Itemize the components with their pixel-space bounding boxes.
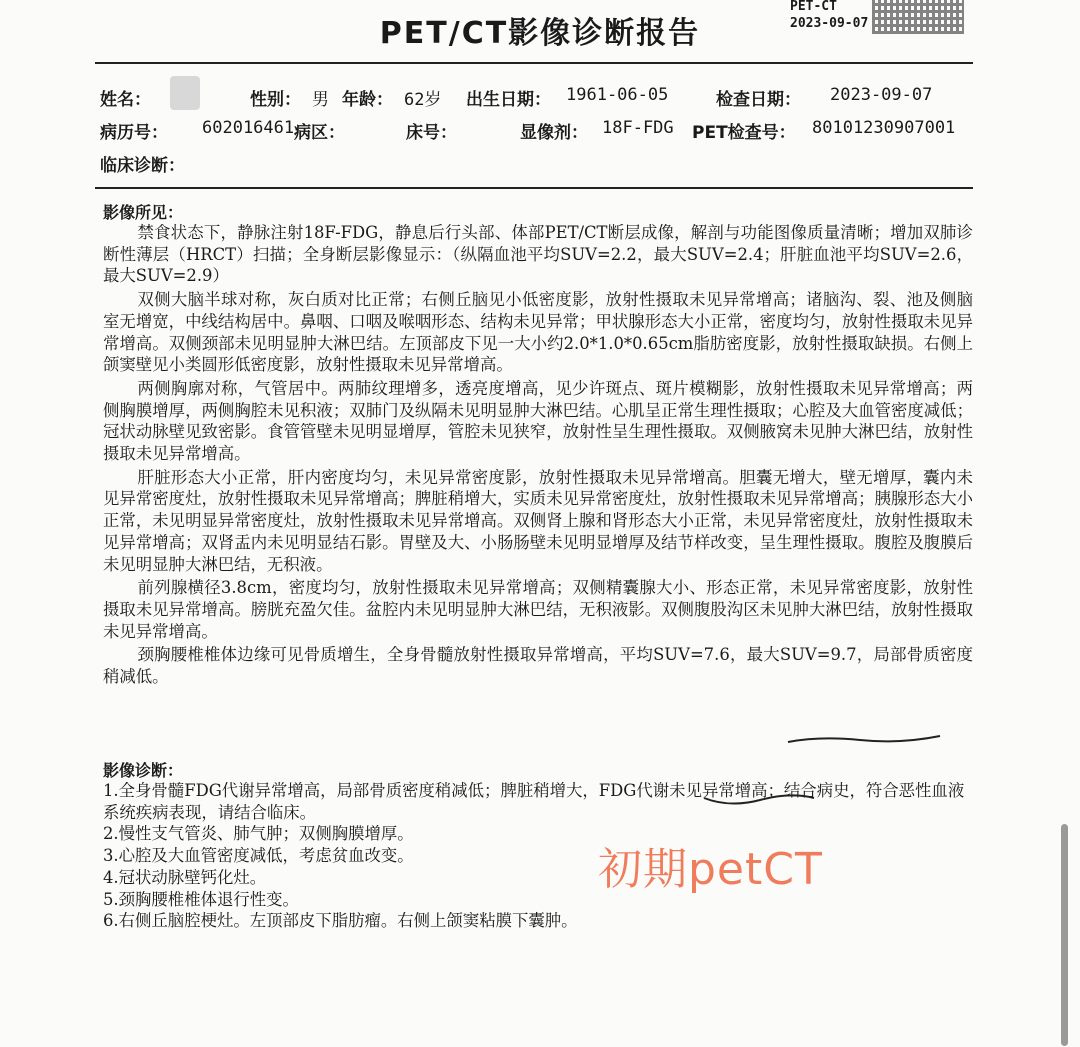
corner-date: 2023-09-07 — [790, 16, 869, 31]
record-value: 602016461 — [202, 118, 295, 138]
diagnosis-item: 3.心腔及大血管密度减低，考虑贫血改变。 — [103, 846, 414, 866]
ward-label: 病区： — [294, 123, 345, 143]
findings-paragraph: 禁食状态下，静脉注射18F-FDG，静息后行头部、体部PET/CT断层成像，解剖与功能图像质量清晰；增加双肺诊断性薄层（HRCT）扫描；全身断层影像显示：（纵隔血池平均SUV=2.2，最大SUV=2.4；肝脏血池平均SUV=2.6，最大SUV=2.9） — [103, 223, 973, 286]
diagnosis-item: 5.颈胸腰椎椎体退行性变。 — [103, 889, 299, 909]
divider-bottom — [95, 187, 973, 189]
pen-underline-mark — [700, 790, 820, 810]
exam-date-value: 2023-09-07 — [830, 85, 933, 105]
pet-number-label: PET检查号： — [692, 123, 796, 143]
findings-body — [103, 222, 973, 688]
age-label: 年龄： — [342, 90, 393, 110]
agent-label: 显像剂： — [520, 123, 588, 143]
diagnosis-item: 2.慢性支气管炎、肺气肿；双侧胸膜增厚。 — [103, 824, 414, 844]
report-title: PET/CT影像诊断报告 — [379, 16, 701, 51]
findings-paragraph: 肝脏形态大小正常，肝内密度均匀，未见异常密度影，放射性摄取未见异常增高。胆囊无增大，壁无增厚，囊内未见异常密度灶，放射性摄取未见异常增高；脾脏稍增大，实质未见异常密度灶，放射性摄取未见异常增高；胰腺形态大小正常，未见明显异常密度灶，放射性摄取未见异常增高。双侧肾上腺和肾形态大小正常，未见异常密度灶，放射性摄取未见异常增高；双肾盂内未见明显结石影。胃壁及大、小肠肠壁未见明显增厚及结节样改变，呈生理性摄取。腹腔及腹膜后未见明显肿大淋巴结，无积液。 — [103, 467, 973, 574]
gender-label: 性别： — [250, 90, 301, 110]
age-value: 62岁 — [404, 90, 442, 110]
divider-top — [95, 62, 973, 64]
diagnosis-item: 4.冠状动脉壁钙化灶。 — [103, 867, 267, 887]
diagnosis-item: 6.右侧丘脑腔梗灶。左顶部皮下脂肪瘤。右侧上颌窦粘膜下囊肿。 — [103, 911, 578, 931]
scrollbar-thumb[interactable] — [1061, 824, 1068, 1046]
findings-paragraph: 两侧胸廓对称，气管居中。两肺纹理增多，透亮度增高，见少许斑点、斑片模糊影，放射性摄取未见异常增高；两侧胸膜增厚，两侧胸腔未见积液；双肺门及纵隔未见明显肿大淋巴结。心肌呈正常生理性摄取；心腔及大血管密度减低；冠状动脉壁见致密影。食管管壁未见明显增厚，管腔未见狭窄，放射性呈生理性摄取。双侧腋窝未见肿大淋巴结，放射性摄取未见异常增高。 — [103, 378, 973, 464]
agent-value: 18F-FDG — [602, 118, 674, 138]
findings-heading: 影像所见： — [103, 203, 184, 222]
bed-label: 床号： — [406, 123, 457, 143]
diagnosis-heading: 影像诊断： — [103, 761, 184, 780]
name-label: 姓名： — [100, 90, 151, 110]
redacted-name — [170, 76, 200, 110]
birth-label: 出生日期： — [466, 90, 551, 110]
record-label: 病历号： — [100, 123, 168, 143]
exam-date-label: 检查日期： — [716, 90, 801, 110]
corner-label: PET-CT — [790, 0, 837, 14]
clinical-diagnosis-label: 临床诊断： — [100, 156, 185, 176]
pen-underline-mark — [780, 730, 950, 750]
gender-value: 男 — [312, 90, 329, 110]
birth-value: 1961-06-05 — [566, 85, 669, 105]
diagnosis-list — [103, 780, 973, 932]
diagnosis-item: 1.全身骨髓FDG代谢异常增高，局部骨质密度稍减低；脾脏稍增大，FDG代谢未见异常增高；结合病史，符合恶性血液系统疾病表现，请结合临床。 — [103, 781, 965, 822]
findings-paragraph: 前列腺横径3.8cm，密度均匀，放射性摄取未见异常增高；双侧精囊腺大小、形态正常，未见异常密度影，放射性摄取未见异常增高。膀胱充盈欠佳。盆腔内未见明显肿大淋巴结，无积液影。双侧腹股沟区未见肿大淋巴结，放射性摄取未见异常增高。 — [103, 578, 973, 641]
pet-number-value: 80101230907001 — [812, 118, 956, 138]
findings-paragraph: 颈胸腰椎椎体边缘可见骨质增生，全身骨髓放射性摄取异常增高，平均SUV=7.6，最大SUV=9.7，局部骨质密度稍减低。 — [103, 645, 973, 687]
findings-paragraph: 双侧大脑半球对称，灰白质对比正常；右侧丘脑见小低密度影，放射性摄取未见异常增高；诸脑沟、裂、池及侧脑室无增宽，中线结构居中。鼻咽、口咽及喉咽形态、结构未见异常；甲状腺形态大小正常，密度均匀，放射性摄取未见异常增高。双侧颈部未见明显肿大淋巴结。左顶部皮下见一大小约2.0*1.0*0.65cm脂肪密度影，放射性摄取缺损。右侧上颌窦壁见小类圆形低密度影，放射性摄取未见异常增高。 — [103, 290, 973, 375]
annotation-overlay-text: 初期petCT — [598, 844, 823, 895]
